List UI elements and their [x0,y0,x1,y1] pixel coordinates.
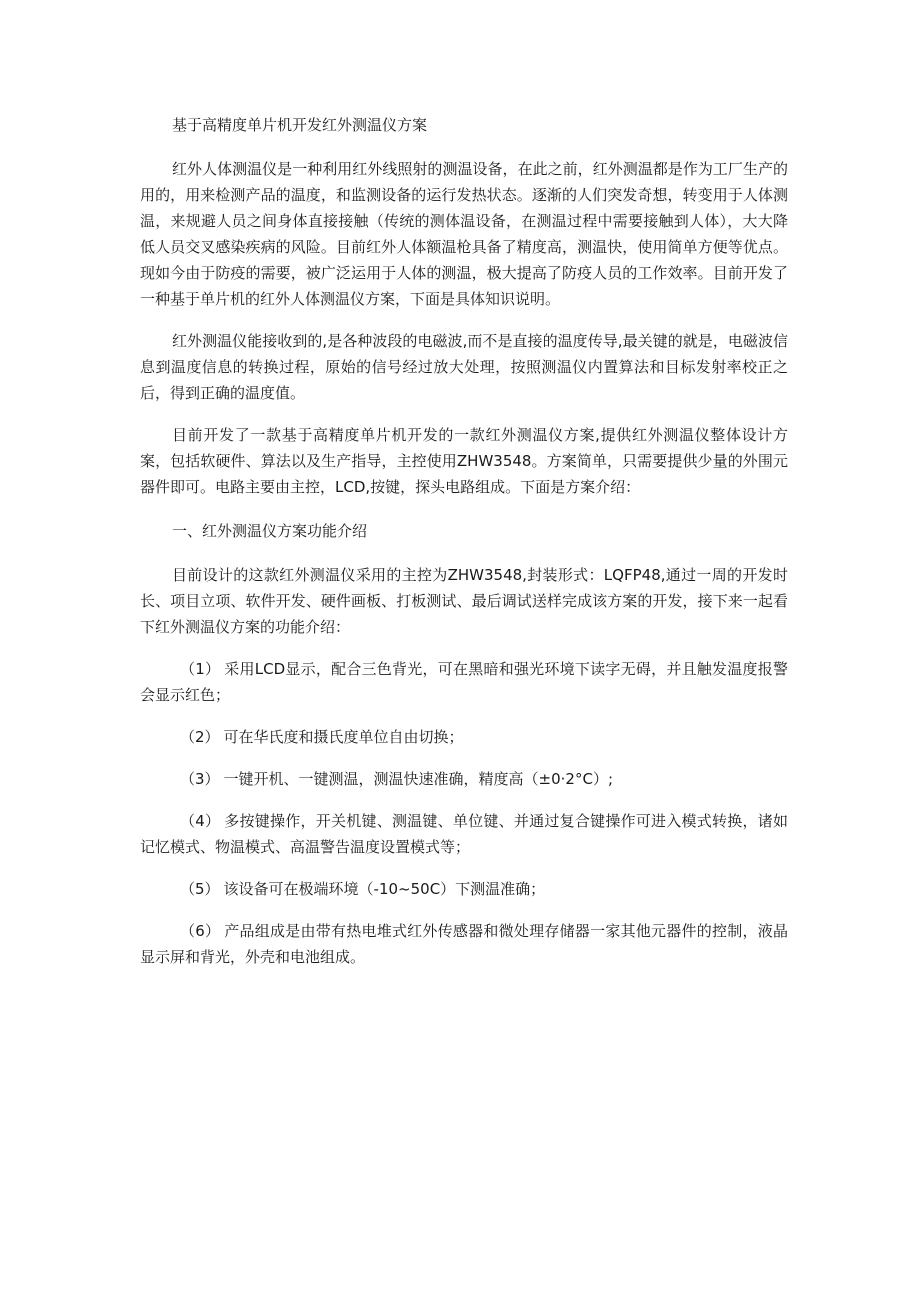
principle-paragraph: 红外测温仪能接收到的,是各种波段的电磁波,而不是直接的温度传导,最关键的就是，电磁波信息到温度信息的转换过程，原始的信号经过放大处理，按照测温仪内置算法和目标发射率校正之后，得到正确的温度值。 [140,332,788,402]
intro-paragraph: 红外人体测温仪是一种利用红外线照射的测温设备，在此之前，红外测温都是作为工厂生产的用的，用来检测产品的温度，和监测设备的运行发热状态。逐渐的人们突发奇想，转变用于人体测温，来规避人员之间身体直接接触（传统的测体温设备，在测温过程中需要接触到人体），大大降低人员交叉感染疾病的风险。目前红外人体额温枪具备了精度高，测温快，使用简单方便等优点。现如今由于防疫的需要，被广泛运用于人体的测温，极大提高了防疫人员的工作效率。目前开发了一种基于单片机的红外人体测温仪方案，下面是具体知识说明。 [140,160,788,308]
feature-number: （6） [180,922,221,940]
feature-text: 多按键操作，开关机键、测温键、单位键、并通过复合键操作可进入模式转换，诸如记忆模式、物温模式、高温警告温度设置模式等； [140,812,788,856]
feature-item-3 [140,766,788,792]
section-intro-paragraph: 目前设计的这款红外测温仪采用的主控为ZHW3548,封装形式：LQFP48,通过一周的开发时长、项目立项、软件开发、硬件画板、打板测试、最后调试送样完成该方案的开发，接下来一起看下红外测温仪方案的功能介绍： [140,566,788,636]
document-page [140,110,788,986]
feature-text: 该设备可在极端环境（-10~50C）下测温准确； [223,880,546,898]
feature-text: 一键开机、一键测温，测温快速准确，精度高（±0·2°C）; [223,770,613,788]
feature-item-6 [140,918,788,970]
feature-item-5 [140,876,788,902]
feature-item-1 [140,656,788,708]
feature-text: 可在华氏度和摄氏度单位自由切换； [223,728,464,746]
feature-text: 采用LCD显示，配合三色背光，可在黑暗和强光环境下读字无碍，并且触发温度报警会显示红色； [140,660,788,704]
feature-number: （1） [180,660,221,678]
feature-item-2 [140,724,788,750]
section-heading: 一、红外测温仪方案功能介绍 [172,522,368,540]
feature-text: 产品组成是由带有热电堆式红外传感器和微处理存储器一家其他元器件的控制，液晶显示屏和背光，外壳和电池组成。 [140,922,788,966]
document-title: 基于高精度单片机开发红外测温仪方案 [172,116,428,134]
feature-number: （4） [180,812,221,830]
feature-list [140,656,788,970]
feature-item-4 [140,808,788,860]
solution-paragraph: 目前开发了一款基于高精度单片机开发的一款红外测温仪方案,提供红外测温仪整体设计方案，包括软硬件、算法以及生产指导，主控使用ZHW3548。方案简单，只需要提供少量的外围元器件即可。电路主要由主控，LCD,按键，探头电路组成。下面是方案介绍： [140,426,788,496]
feature-number: （2） [180,728,220,746]
feature-number: （5） [180,880,220,898]
feature-number: （3） [180,770,220,788]
